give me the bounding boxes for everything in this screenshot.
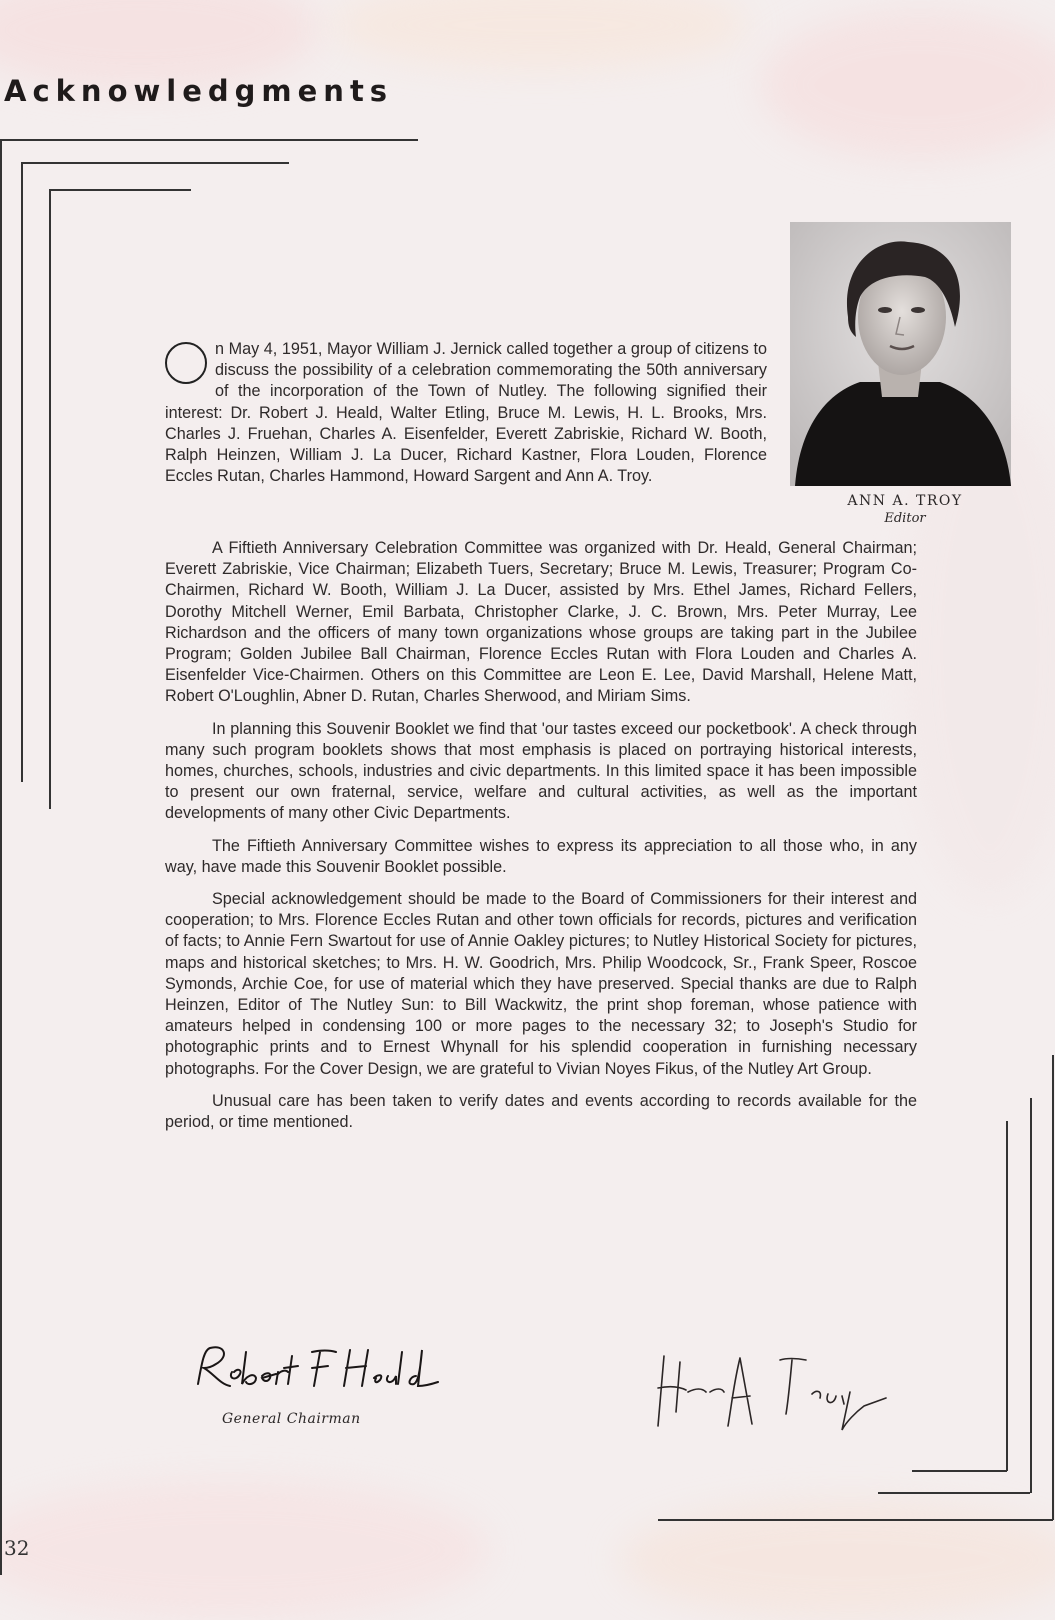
frame-rule (49, 189, 191, 191)
frame-rule (1052, 1055, 1054, 1520)
drop-cap-letter (165, 342, 207, 384)
intro-paragraph (165, 339, 767, 487)
editor-portrait (790, 222, 1011, 486)
frame-rule (878, 1492, 1030, 1494)
intro-text: n May 4, 1951, Mayor William J. Jernick called together a group of citizens to discuss the possibility of a celebration commemorating the 50th anniversary of the incorporation of the Town of Nutley. The following signified their interest: Dr. Robert J. Heald, Walter Etling, Bruce M. Lewis, H. L. Brooks, Mrs. Charles J. Fruehan, Charles A. Eisenfelder, Everett Zabriskie, Richard W. Booth, Ralph Heinzen, William J. La Ducer, Richard Kastner, Flora Louden, Florence Eccles Rutan, Charles Hammond, Howard Sargent and Ann A. Troy. (165, 340, 767, 486)
page-heading: Acknowledgments (4, 74, 394, 108)
frame-rule (0, 140, 2, 1575)
frame-rule (21, 162, 23, 782)
paper-tint (620, 1500, 1055, 1620)
body-text (165, 538, 917, 1144)
editor-signature (636, 1352, 906, 1432)
chairman-signature (180, 1342, 440, 1402)
frame-rule (49, 189, 51, 809)
paragraph: In planning this Souvenir Booklet we find that 'our tastes exceed our pocketbook'. A check through many such program booklets shows that most emphasis is placed on portraying historical interests, homes, churches, schools, industries and civic departments. In this limited space it has been impossible to present our own fraternal, service, welfare and cultural activities, as well as the important developments of many other Civic Departments. (165, 719, 917, 823)
paragraph: The Fiftieth Anniversary Committee wishes to express its appreciation to all those who, in any way, have made this Souvenir Booklet possible. (165, 836, 917, 876)
paper-tint (330, 0, 750, 70)
frame-rule (0, 139, 418, 141)
paragraph: A Fiftieth Anniversary Celebration Committee was organized with Dr. Heald, General Chairman; Everett Zabriskie, Vice Chairman; Elizabeth Tuers, Secretary; Bruce M. Lewis, Treasurer; Program Co-Chairmen, Richard W. Booth, William J. La Ducer, assisted by Mrs. Ethel James, Richard Fellers, Dorothy Mitchell Werner, Emil Barbata, Christopher Clarke, J. C. Brown, Mrs. Peter Murray, Lee Richardson and the officers of many town organizations whose groups are taking part in the Jubilee Program; Golden Jubilee Ball Chairman, Florence Eccles Rutan with Flora Louden and Charles A. Eisenfelder Vice-Chairmen. Others on this Committee are Leon E. Lee, David Marshall, Helene Matt, Robert O'Loughlin, Abner D. Rutan, Charles Sherwood, and Miriam Sims. (165, 539, 917, 706)
portrait-caption-name: ANN A. TROY (847, 493, 963, 509)
portrait-photo (790, 222, 1011, 486)
paper-tint (760, 10, 1055, 160)
frame-rule (912, 1470, 1007, 1472)
frame-rule (658, 1519, 1053, 1521)
signature-label: General Chairman (222, 1411, 361, 1427)
frame-rule (21, 162, 289, 164)
paragraph: Special acknowledgement should be made to the Board of Commissioners for their interest and cooperation; to Mrs. Florence Eccles Rutan and other town officials for records, pictures and verification of facts; to Annie Fern Swartout for use of Annie Oakley pictures; to Nutley Historical Society for pictures, maps and historical sketches; to Mrs. H. W. Goodrich, Mrs. Philip Woodcock, Sr., Frank Speer, Roscoe Symonds, Archie Coe, for use of material which they have preserved. Special thanks are due to Ralph Heinzen, Editor of The Nutley Sun: to Bill Wackwitz, the print shop foreman, whose patience with amateurs helped in condensing 100 or more pages to the necessary 32; to Joseph's Studio for photographic prints and to Ernest Whynall for his splendid cooperation in furnishing necessary photographs. For the Cover Design, we are grateful to Vivian Noyes Fikus, of the Nutley Art Group. (165, 890, 917, 1078)
page-number: 32 (4, 1536, 30, 1560)
portrait-caption-title: Editor (884, 511, 926, 526)
frame-rule (1006, 1121, 1008, 1471)
paper-tint (0, 1480, 490, 1620)
frame-rule (1030, 1098, 1032, 1493)
paragraph: Unusual care has been taken to verify dates and events according to records available for the period, or time mentioned. (165, 1091, 917, 1132)
